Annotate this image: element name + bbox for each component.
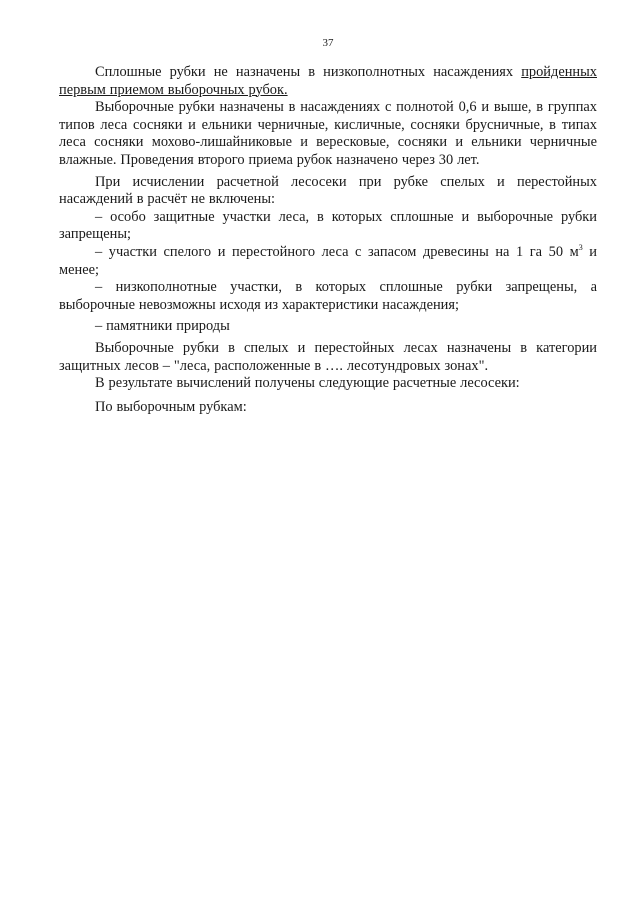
list-item-text: – участки спелого и перестойного леса с запасом древесины на 1 га 50 м [95, 243, 579, 260]
list-item-low-stock-sites [59, 244, 597, 279]
superscript-3: 3 [578, 243, 583, 253]
paragraph-protective-forests: Выборочные рубки в спелых и перестойных лесах назначены в категории защитных лесов – "леса, расположенные в …. лесотундровых зонах". [59, 339, 597, 374]
list-item-protective-sites: – особо защитные участки леса, в которых сплошные и выборочные рубки запрещены; [59, 208, 597, 243]
paragraph-results-intro: В результате вычислений получены следующие расчетные лесосеки: [95, 375, 520, 392]
list-item-nature-monuments: – памятники природы [95, 318, 230, 335]
paragraph-excluded-intro: При исчислении расчетной лесосеки при рубке спелых и перестойных насаждений в расчёт не включены: [59, 173, 597, 208]
list-item-low-density-sites: – низкополнотные участки, в которых сплошные рубки запрещены, а выборочные невозможны исходя из характеристики насаждения; [59, 279, 597, 313]
paragraph-text: Сплошные рубки не назначены в низкополнотных насаждениях [95, 64, 522, 80]
underlined-text: пройденных первым приемом выборочных рубок. [59, 64, 597, 98]
paragraph-selective-cuts-heading: По выборочным рубкам: [95, 398, 247, 415]
paragraph-clearcut-not-assigned [59, 64, 597, 99]
page-number: 37 [322, 37, 334, 49]
paragraph-selective-cuts-assigned: Выборочные рубки назначены в насаждениях с полнотой 0,6 и выше, в группах типов леса сосняки и ельники черничные, кисличные, сосняки брусничные, в типах леса сосняки мохово-лишайниковые и вересковые, сосняки и ельники черничные влажные. Проведения второго приема рубок назначено через 30 лет. [59, 99, 597, 168]
list-item-text-end: и менее; [59, 243, 597, 278]
